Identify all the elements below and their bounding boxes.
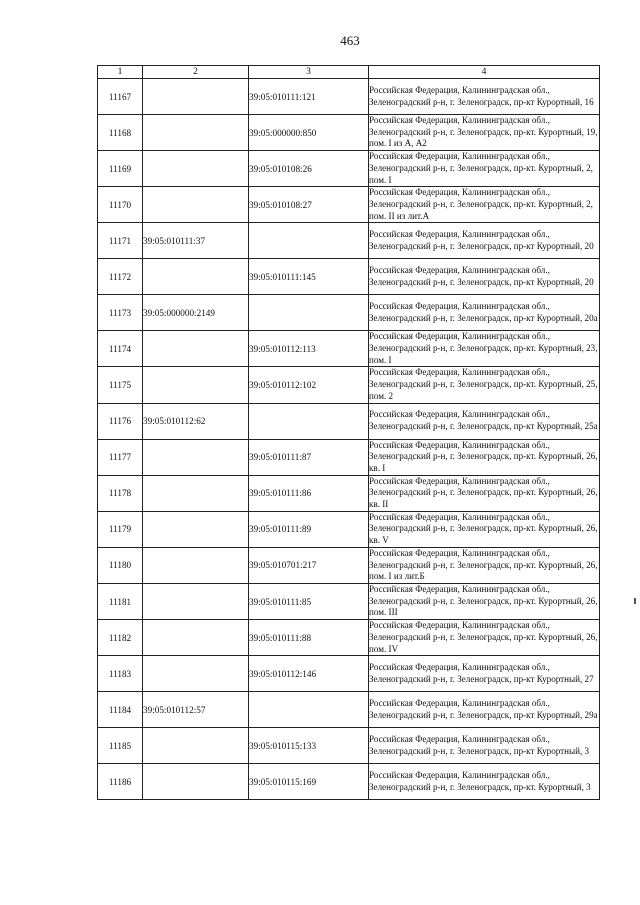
- row-number: 11169: [98, 151, 143, 187]
- address-cell: Российская Федерация, Калининградская обл., Зеленоградский р-н, г. Зеленоградск, пр-кт Курортный, 20: [369, 223, 600, 259]
- address-cell: Российская Федерация, Калининградская обл., Зеленоградский р-н, г. Зеленоградск, пр-кт. Курортный, 25, пом. 2: [369, 367, 600, 403]
- row-number: 11177: [98, 439, 143, 475]
- address-cell: Российская Федерация, Калининградская обл., Зеленоградский р-н, г. Зеленоградск, пр-кт. Курортный, 3: [369, 764, 600, 800]
- row-number: 11181: [98, 583, 143, 619]
- cadastral-number-col2: [143, 583, 249, 619]
- table-row: [98, 511, 600, 547]
- row-number: 11168: [98, 115, 143, 151]
- cadastral-number-col3: 39:05:010701:217: [249, 547, 369, 583]
- table-row: [98, 187, 600, 223]
- table-row: [98, 151, 600, 187]
- address-cell: Российская Федерация, Калининградская обл., Зеленоградский р-н, г. Зеленоградск, пр-кт Курортный, 29а: [369, 692, 600, 728]
- cadastral-number-col3: [249, 223, 369, 259]
- row-number: 11167: [98, 79, 143, 115]
- column-header-3: 3: [249, 66, 369, 79]
- cadastral-number-col2: [143, 764, 249, 800]
- cadastral-number-col3: 39:05:010108:26: [249, 151, 369, 187]
- cadastral-number-col3: 39:05:010115:169: [249, 764, 369, 800]
- cadastral-number-col2: 39:05:010111:37: [143, 223, 249, 259]
- row-number: 11178: [98, 475, 143, 511]
- cadastral-number-col2: [143, 475, 249, 511]
- row-number: 11173: [98, 295, 143, 331]
- cadastral-number-col2: [143, 656, 249, 692]
- column-header-1: 1: [98, 66, 143, 79]
- address-cell: Российская Федерация, Калининградская обл., Зеленоградский р-н, г. Зеленоградск, пр-кт Курортный, 20а: [369, 295, 600, 331]
- table-row: [98, 475, 600, 511]
- cadastral-number-col2: 39:05:010112:62: [143, 403, 249, 439]
- cadastral-number-col3: 39:05:010111:87: [249, 439, 369, 475]
- cadastral-number-col2: 39:05:010112:57: [143, 692, 249, 728]
- address-cell: Российская Федерация, Калининградская обл., Зеленоградский р-н, г. Зеленоградск, пр-кт. Курортный, 26, пом. III: [369, 583, 600, 619]
- cadastral-number-col2: [143, 547, 249, 583]
- cadastral-number-col2: [143, 728, 249, 764]
- row-number: 11179: [98, 511, 143, 547]
- row-number: 11183: [98, 656, 143, 692]
- row-number: 11172: [98, 259, 143, 295]
- cadastral-number-col2: [143, 331, 249, 367]
- address-cell: Российская Федерация, Калининградская обл., Зеленоградский р-н, г. Зеленоградск, пр-кт. Курортный, 26, кв. V: [369, 511, 600, 547]
- cadastral-number-col3: 39:05:010111:145: [249, 259, 369, 295]
- table-row: [98, 583, 600, 619]
- table-row: [98, 259, 600, 295]
- address-cell: Российская Федерация, Калининградская обл., Зеленоградский р-н, г. Зеленоградск, пр-кт Курортный, 16: [369, 79, 600, 115]
- table-row: [98, 547, 600, 583]
- table-row: [98, 692, 600, 728]
- table-row: [98, 439, 600, 475]
- cadastral-number-col3: 39:05:010112:113: [249, 331, 369, 367]
- table-row: [98, 620, 600, 656]
- row-number: 11176: [98, 403, 143, 439]
- cadastral-number-col3: 39:05:010111:85: [249, 583, 369, 619]
- cadastral-number-col3: 39:05:010112:146: [249, 656, 369, 692]
- header-row: [98, 66, 600, 79]
- row-number: 11180: [98, 547, 143, 583]
- address-cell: Российская Федерация, Калининградская обл., Зеленоградский р-н, г. Зеленоградск, пр-кт Курортный, 20: [369, 259, 600, 295]
- registry-table: [97, 65, 600, 800]
- table-row: [98, 764, 600, 800]
- table-row: [98, 367, 600, 403]
- row-number: 11170: [98, 187, 143, 223]
- table-row: [98, 403, 600, 439]
- cadastral-number-col3: 39:05:010111:121: [249, 79, 369, 115]
- address-cell: Российская Федерация, Калининградская обл., Зеленоградский р-н, г. Зеленоградск, пр-кт. Курортный, 26, пом. IV: [369, 620, 600, 656]
- address-cell: Российская Федерация, Калининградская обл., Зеленоградский р-н, г. Зеленоградск, пр-кт. Курортный, 2, пом. II из лит.А: [369, 187, 600, 223]
- table-row: [98, 223, 600, 259]
- cadastral-number-col3: 39:05:010111:88: [249, 620, 369, 656]
- cadastral-number-col3: [249, 692, 369, 728]
- table-row: [98, 295, 600, 331]
- cadastral-number-col3: 39:05:010111:89: [249, 511, 369, 547]
- address-cell: Российская Федерация, Калининградская обл., Зеленоградский р-н, г. Зеленоградск, пр-кт. Курортный, 19, пом. I из А, А2: [369, 115, 600, 151]
- scan-mark: [634, 598, 636, 604]
- cadastral-number-col3: 39:05:010111:86: [249, 475, 369, 511]
- row-number: 11174: [98, 331, 143, 367]
- address-cell: Российская Федерация, Калининградская обл., Зеленоградский р-н, г. Зеленоградск, пр-кт. Курортный, 23, пом. I: [369, 331, 600, 367]
- cadastral-number-col2: [143, 439, 249, 475]
- row-number: 11182: [98, 620, 143, 656]
- row-number: 11185: [98, 728, 143, 764]
- address-cell: Российская Федерация, Калининградская обл., Зеленоградский р-н, г. Зеленоградск, пр-кт Курортный, 27: [369, 656, 600, 692]
- cadastral-number-col2: 39:05:000000:2149: [143, 295, 249, 331]
- table-row: [98, 331, 600, 367]
- row-number: 11186: [98, 764, 143, 800]
- cadastral-number-col2: [143, 151, 249, 187]
- address-cell: Российская Федерация, Калининградская обл., Зеленоградский р-н, г. Зеленоградск, пр-кт. Курортный, 26, кв. II: [369, 475, 600, 511]
- address-cell: Российская Федерация, Калининградская обл., Зеленоградский р-н, г. Зеленоградск, пр-кт. Курортный, 2, пом. I: [369, 151, 600, 187]
- cadastral-number-col2: [143, 511, 249, 547]
- cadastral-number-col2: [143, 187, 249, 223]
- column-header-4: 4: [369, 66, 600, 79]
- cadastral-number-col3: 39:05:010112:102: [249, 367, 369, 403]
- address-cell: Российская Федерация, Калининградская обл., Зеленоградский р-н, г. Зеленоградск, пр-кт Курортный, 25а: [369, 403, 600, 439]
- cadastral-number-col2: [143, 259, 249, 295]
- address-cell: Российская Федерация, Калининградская обл., Зеленоградский р-н, г. Зеленоградск, пр-кт. Курортный, 26, пом. I из лит.Б: [369, 547, 600, 583]
- table-row: [98, 79, 600, 115]
- cadastral-number-col2: [143, 367, 249, 403]
- cadastral-number-col2: [143, 79, 249, 115]
- row-number: 11184: [98, 692, 143, 728]
- cadastral-number-col2: [143, 115, 249, 151]
- row-number: 11175: [98, 367, 143, 403]
- cadastral-number-col3: [249, 295, 369, 331]
- column-header-2: 2: [143, 66, 249, 79]
- cadastral-number-col3: 39:05:010108:27: [249, 187, 369, 223]
- address-cell: Российская Федерация, Калининградская обл., Зеленоградский р-н, г. Зеленоградск, пр-кт Курортный, 3: [369, 728, 600, 764]
- cadastral-number-col2: [143, 620, 249, 656]
- table-row: [98, 728, 600, 764]
- row-number: 11171: [98, 223, 143, 259]
- table-row: [98, 656, 600, 692]
- address-cell: Российская Федерация, Калининградская обл., Зеленоградский р-н, г. Зеленоградск, пр-кт. Курортный, 26, кв. I: [369, 439, 600, 475]
- table-row: [98, 115, 600, 151]
- page-number: 463: [340, 33, 360, 48]
- cadastral-number-col3: 39:05:000000:850: [249, 115, 369, 151]
- cadastral-number-col3: [249, 403, 369, 439]
- cadastral-number-col3: 39:05:010115:133: [249, 728, 369, 764]
